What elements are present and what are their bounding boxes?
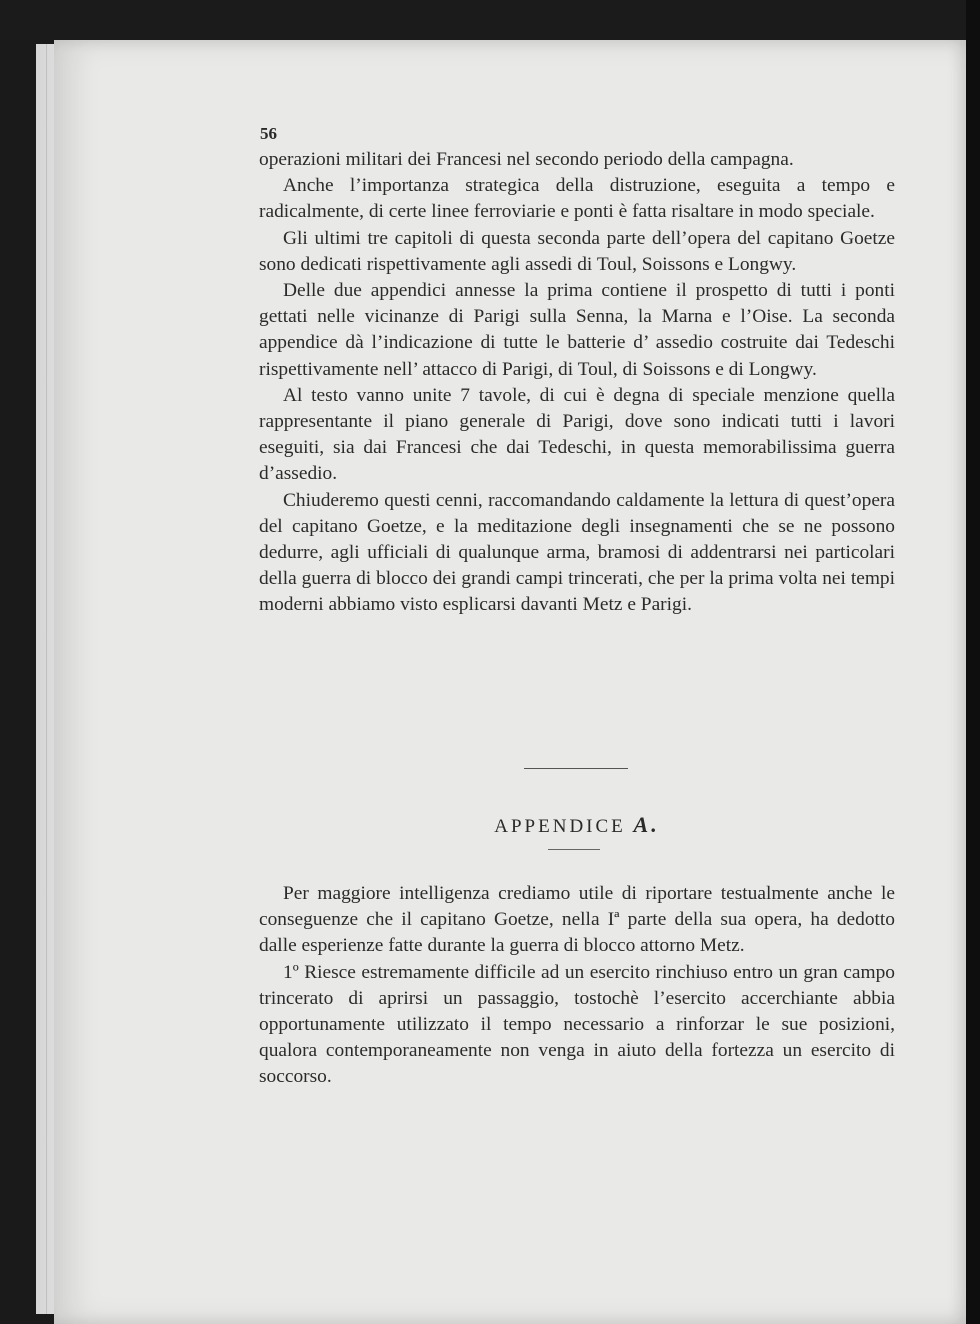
paragraph: operazioni militari dei Francesi nel secondo periodo della campagna. — [259, 149, 794, 170]
scan-right-border — [966, 0, 980, 1324]
scan-top-border — [0, 0, 980, 40]
heading-underline — [548, 849, 600, 850]
paragraph: Gli ultimi tre capitoli di questa seconda parte dell’opera del capitano Goetze sono dedicati rispettivamente agli assedi di Toul, Soissons e Longwy. — [259, 227, 895, 275]
paragraph: Per maggiore intelligenza crediamo utile di riportare testualmente anche le conseguenze che il capitano Goetze, nella Iª parte della sua opera, ha dedotto dalle esperienze fatte durante la guerra di blocco attorno Metz. — [259, 883, 895, 957]
paragraph: Al testo vanno unite 7 tavole, di cui è degna di speciale menzione quella rappresentante il piano generale di Parigi, dove sono indicati tutti i lavori eseguiti, sia dai Francesi che dai Tedeschi, in questa memorabilissima guerra d’assedio. — [259, 384, 895, 485]
body-text-bottom — [259, 881, 895, 1091]
paragraph: Delle due appendici annesse la prima contiene il prospetto di tutti i ponti gettati nelle vicinanze di Parigi sulla Senna, la Marna e l’Oise. La seconda appendice dà l’indicazione di tutte le batterie d’ assedio costruite dai Tedeschi rispettivamente nell’ attacco di Parigi, di Toul, di Soissons e di Longwy. — [259, 280, 895, 380]
paragraph: 1º Riesce estremamente difficile ad un esercito rinchiuso entro un gran campo trincerato di aprirsi un passaggio, tostochè l’esercito accerchiante abbia opportunamente utilizzato il tempo necessario a rinforzar le sue posizioni, qualora contemporaneamente non venga in aiuto della fortezza un esercito di soccorso. — [259, 961, 895, 1088]
appendix-heading — [259, 812, 895, 838]
paragraph: Anche l’importanza strategica della distruzione, eseguita a tempo e radicalmente, di certe linee ferroviarie e ponti è fatta risaltare in modo speciale. — [259, 175, 895, 223]
section-divider — [524, 768, 628, 769]
appendix-heading-word: APPENDICE — [494, 816, 626, 837]
appendix-heading-letter: A. — [633, 812, 660, 837]
body-text-top — [259, 147, 895, 619]
paragraph: Chiuderemo questi cenni, raccomandando caldamente la lettura di quest’opera del capitano Goetze, e la meditazione degli insegnamenti che se ne possono dedurre, agli ufficiali di qualunque arma, bramosi di addentrarsi nei particolari della guerra di blocco dei grandi campi trincerati, che per la prima volta nei tempi moderni abbiamo visto esplicarsi davanti Metz e Parigi. — [259, 489, 895, 616]
page-number: 56 — [260, 124, 277, 143]
